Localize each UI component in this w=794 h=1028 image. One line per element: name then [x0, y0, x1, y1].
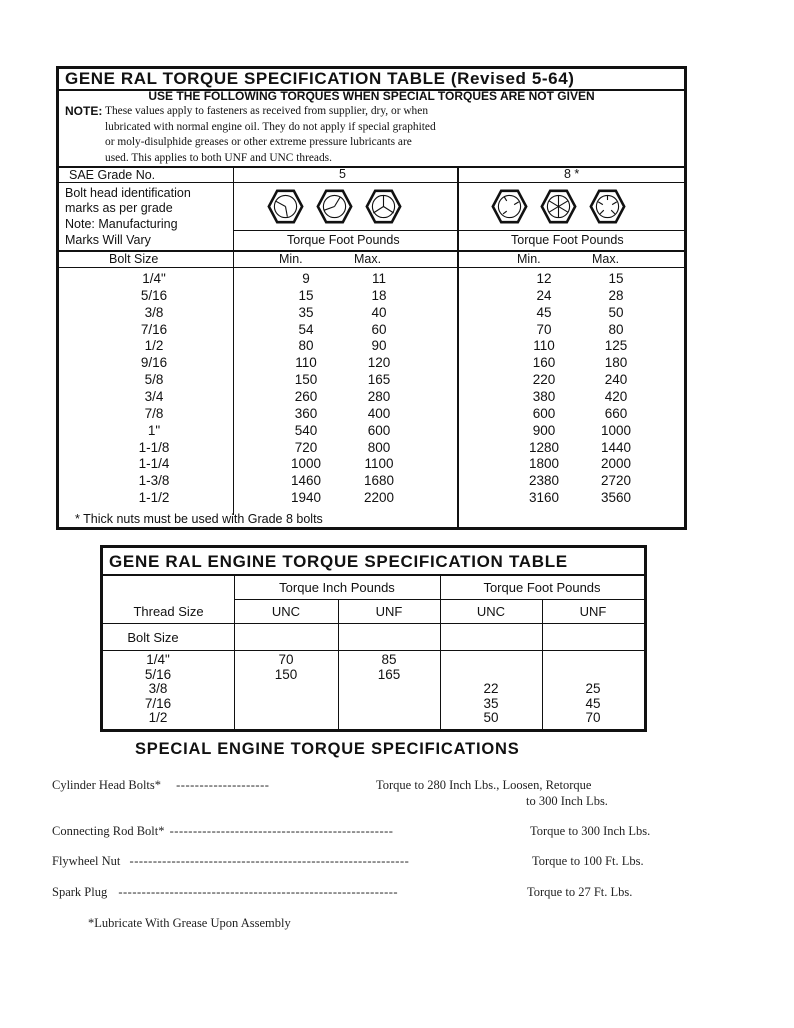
torque-value-cell: 360	[294, 405, 318, 421]
torque-value-cell: 280	[367, 388, 391, 404]
torque-value-cell: 70	[585, 710, 601, 726]
bolt-size-cell: 1-1/8	[138, 439, 170, 455]
torque-value-cell: 18	[371, 287, 387, 303]
torque-value-cell: 25	[585, 681, 601, 697]
foot-unf-header: UNF	[579, 604, 607, 619]
torque-value-cell: 1800	[528, 456, 560, 472]
spec-connecting-rod-value: Torque to 300 Inch Lbs.	[530, 824, 651, 838]
torque-value-cell: 150	[274, 666, 298, 682]
spec-spark-plug-value: Torque to 27 Ft. Lbs.	[527, 885, 633, 899]
bolt-size-label: Bolt Size	[127, 630, 179, 645]
torque-value-cell: 70	[278, 652, 294, 667]
bolt-size-cell: 1-3/8	[138, 473, 170, 489]
torque-value-cell: 150	[294, 372, 318, 388]
grade-5-min-header: Min.	[279, 252, 303, 266]
bolt-head-hex-icon	[589, 188, 626, 225]
torque-value-cell: 120	[367, 355, 391, 371]
torque-value-cell: 110	[533, 338, 555, 354]
torque-value-cell: 80	[298, 338, 314, 354]
torque-foot-header: Torque Foot Pounds	[483, 580, 601, 595]
bolt-head-line-4: Marks Will Vary	[65, 233, 151, 247]
spec-cylinder-head: Cylinder Head Bolts* --------------------	[52, 778, 270, 792]
table1-subtitle: USE THE FOLLOWING TORQUES WHEN SPECIAL TORQUES ARE NOT GIVEN	[148, 89, 595, 103]
bolt-head-hex-icon	[316, 188, 353, 225]
thread-size-cell: 5/16	[144, 666, 172, 682]
bolt-head-hex-icon	[267, 188, 304, 225]
torque-value-cell: 22	[483, 681, 499, 697]
bolt-size-cell: 3/4	[144, 388, 164, 404]
foot-unc-header: UNC	[476, 604, 506, 619]
note-label: NOTE:	[65, 104, 103, 118]
torque-value-cell: 80	[608, 321, 624, 337]
table1-footnote: * Thick nuts must be used with Grade 8 bolts	[75, 512, 323, 526]
torque-value-cell: 1940	[290, 490, 322, 506]
torque-value-cell: 125	[604, 338, 628, 354]
bolt-size-cell: 9/16	[140, 355, 168, 371]
bolt-head-hex-icon	[365, 188, 402, 225]
spec-cylinder-head-value-2: to 300 Inch Lbs.	[526, 794, 608, 808]
torque-value-cell: 165	[377, 666, 401, 682]
torque-value-cell: 1000	[290, 456, 322, 472]
thread-size-cell: 7/16	[144, 695, 172, 711]
torque-value-cell: 400	[367, 405, 391, 421]
torque-value-cell: 40	[371, 304, 387, 320]
torque-value-cell: 60	[371, 321, 387, 337]
torque-value-cell: 2200	[363, 490, 395, 506]
grade-5-torque-label: Torque Foot Pounds	[287, 233, 400, 247]
torque-value-cell: 35	[483, 695, 499, 711]
torque-value-cell: 800	[367, 439, 391, 455]
torque-value-cell: 90	[371, 338, 387, 354]
torque-inch-header: Torque Inch Pounds	[279, 580, 395, 595]
torque-value-cell: 1460	[290, 473, 322, 489]
thread-size-cell: 3/8	[148, 681, 168, 697]
torque-value-cell: 2000	[600, 456, 632, 472]
grade-8-torque-label: Torque Foot Pounds	[511, 233, 624, 247]
torque-value-cell: 50	[608, 304, 624, 320]
bolt-head-line-2: marks as per grade	[65, 201, 173, 215]
torque-value-cell: 45	[585, 695, 601, 711]
torque-value-cell: 45	[536, 304, 552, 320]
bolt-head-hex-icon	[491, 188, 528, 225]
torque-value-cell: 24	[536, 287, 552, 303]
bolt-size-cell: 1/2	[144, 338, 164, 354]
torque-value-cell: 1100	[364, 456, 394, 472]
bolt-size-cell: 1"	[147, 422, 161, 438]
grade-5-max-header: Max.	[354, 252, 382, 266]
bolt-size-cell: 1/4"	[142, 271, 166, 286]
note-text: These values apply to fasteners as received from supplier, dry, or when lubricated with normal engine oil. They do not apply if special graphited or moly-disulphide greases or other extreme pressure lubricants are used. This applies to both UNF and UNC threads.	[105, 105, 436, 164]
torque-value-cell: 1280	[528, 439, 560, 455]
torque-value-cell: 380	[532, 388, 556, 404]
sae-grade-label: SAE Grade No.	[69, 168, 156, 182]
torque-value-cell: 3160	[528, 490, 560, 506]
inch-unf-header: UNF	[375, 604, 403, 619]
spec-flywheel: Flywheel Nut ------------------------------------------------------------	[52, 854, 410, 868]
torque-value-cell: 110	[295, 355, 317, 371]
torque-value-cell: 11	[371, 271, 386, 286]
torque-value-cell: 3560	[600, 490, 632, 506]
torque-value-cell: 420	[604, 388, 628, 404]
special-title: SPECIAL ENGINE TORQUE SPECIFICATIONS	[135, 740, 520, 758]
general-torque-table	[56, 66, 687, 530]
bolt-size-header: Bolt Size	[109, 252, 159, 266]
torque-value-cell: 260	[294, 388, 318, 404]
spec-connecting-rod: Connecting Rod Bolt* ------------------------------------------------	[52, 824, 394, 838]
bolt-size-cell: 1-1/2	[138, 490, 170, 506]
spec-flywheel-value: Torque to 100 Ft. Lbs.	[532, 854, 644, 868]
grade-8-label: 8 *	[564, 167, 580, 181]
torque-value-cell: 85	[381, 652, 397, 667]
spec-cylinder-head-value: Torque to 280 Inch Lbs., Loosen, Retorque	[376, 778, 592, 792]
torque-value-cell: 1000	[600, 422, 632, 438]
torque-value-cell: 660	[604, 405, 628, 421]
spec-spark-plug: Spark Plug ------------------------------------------------------------	[52, 885, 399, 899]
torque-value-cell: 2380	[528, 473, 560, 489]
inch-unc-header: UNC	[271, 604, 301, 619]
torque-value-cell: 15	[608, 271, 624, 286]
torque-value-cell: 180	[604, 355, 628, 371]
grade-8-min-header: Min.	[517, 252, 541, 266]
table1-title: GENE RAL TORQUE SPECIFICATION TABLE (Revised 5-64)	[65, 69, 575, 88]
torque-value-cell: 220	[532, 372, 556, 388]
thread-size-cell: 1/2	[148, 710, 168, 726]
bolt-size-cell: 7/8	[144, 405, 164, 421]
bolt-size-cell: 1-1/4	[138, 456, 170, 472]
special-footnote: *Lubricate With Grease Upon Assembly	[88, 916, 291, 930]
bolt-size-cell: 5/16	[140, 287, 168, 303]
torque-value-cell: 9	[302, 271, 310, 286]
general-engine-torque-table	[100, 545, 647, 732]
torque-value-cell: 15	[298, 287, 314, 303]
torque-value-cell: 2720	[600, 473, 632, 489]
torque-value-cell: 240	[604, 372, 628, 388]
bolt-size-cell: 3/8	[144, 304, 164, 320]
bolt-size-cell: 7/16	[140, 321, 168, 337]
torque-value-cell: 600	[367, 422, 391, 438]
torque-value-cell: 28	[608, 287, 624, 303]
grade-8-max-header: Max.	[592, 252, 620, 266]
torque-value-cell: 54	[298, 321, 314, 337]
torque-value-cell: 165	[367, 372, 391, 388]
grade-8-bolt-heads	[491, 188, 626, 225]
torque-value-cell: 720	[294, 439, 318, 455]
grade-5-bolt-heads	[267, 188, 402, 225]
bolt-head-line-3: Note: Manufacturing	[65, 217, 178, 231]
torque-value-cell: 1440	[600, 439, 632, 455]
torque-value-cell: 600	[532, 405, 556, 421]
bolt-head-hex-icon	[540, 188, 577, 225]
thread-size-cell: 1/4"	[146, 652, 170, 667]
torque-value-cell: 1680	[363, 473, 395, 489]
thread-size-label: Thread Size	[133, 604, 204, 619]
torque-value-cell: 50	[483, 710, 499, 726]
torque-value-cell: 70	[536, 321, 552, 337]
table2-title: GENE RAL ENGINE TORQUE SPECIFICATION TABLE	[109, 552, 568, 571]
torque-value-cell: 540	[294, 422, 318, 438]
torque-value-cell: 160	[532, 355, 556, 371]
torque-value-cell: 900	[532, 422, 556, 438]
grade-5-label: 5	[339, 167, 346, 181]
torque-value-cell: 12	[536, 271, 552, 286]
bolt-size-cell: 5/8	[144, 372, 164, 388]
torque-value-cell: 35	[298, 304, 314, 320]
bolt-head-line-1: Bolt head identification	[65, 186, 191, 200]
